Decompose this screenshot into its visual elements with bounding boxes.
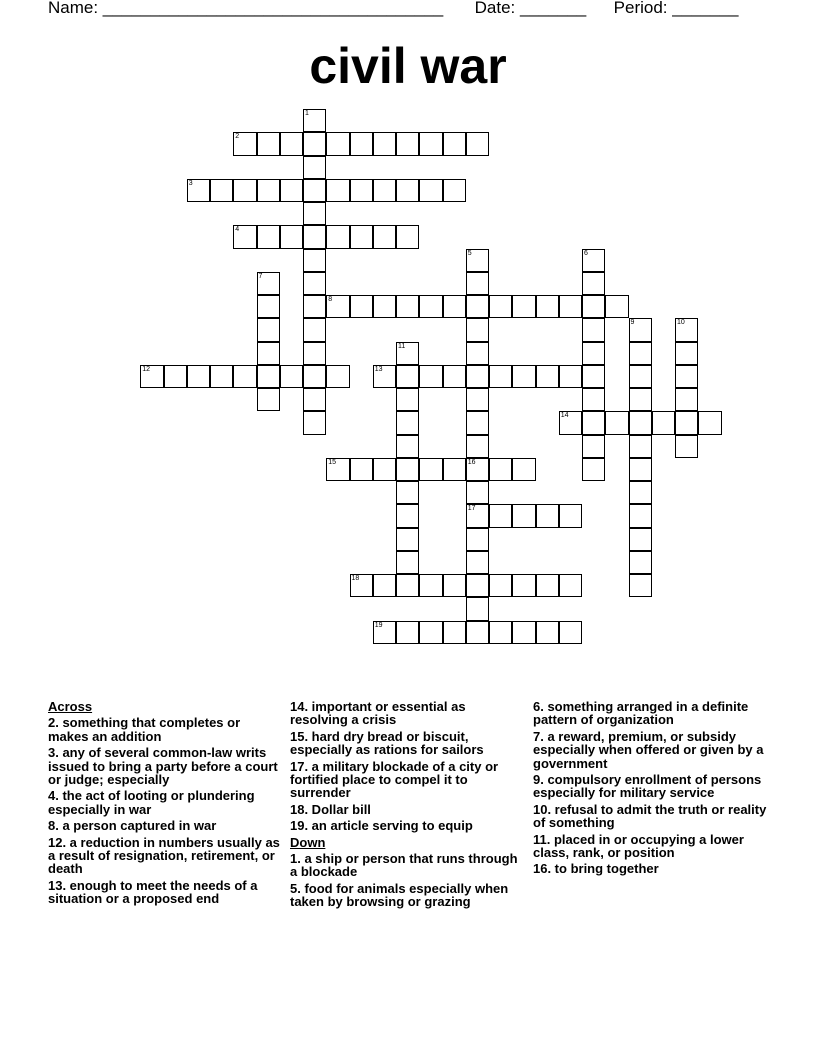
- grid-cell[interactable]: [582, 249, 605, 272]
- grid-cell[interactable]: [536, 504, 559, 527]
- grid-cell[interactable]: [303, 295, 326, 318]
- grid-cell[interactable]: [443, 132, 466, 155]
- grid-cell[interactable]: [419, 574, 442, 597]
- down-clue: 7. a reward, premium, or subsidy especially when offered or given by a government: [533, 728, 764, 771]
- grid-cell[interactable]: [303, 365, 326, 388]
- across-clue: 4. the act of looting or plundering especially in war: [48, 788, 255, 817]
- grid-cell[interactable]: [326, 132, 349, 155]
- grid-cell[interactable]: [443, 365, 466, 388]
- grid-cell[interactable]: [559, 574, 582, 597]
- grid-cell[interactable]: [350, 295, 373, 318]
- grid-cell[interactable]: [187, 365, 210, 388]
- grid-cell[interactable]: [466, 504, 489, 527]
- grid-cell[interactable]: [629, 365, 652, 388]
- grid-cell[interactable]: [605, 411, 628, 434]
- grid-cell[interactable]: [629, 318, 652, 341]
- grid-cell[interactable]: [443, 574, 466, 597]
- across-clue: 15. hard dry bread or biscuit, especially as rations for sailors: [290, 728, 484, 758]
- grid-cell[interactable]: [419, 458, 442, 481]
- grid-cell[interactable]: [303, 342, 326, 365]
- grid-cell[interactable]: [489, 621, 512, 644]
- grid-cell[interactable]: [536, 295, 559, 318]
- grid-cell[interactable]: [303, 249, 326, 272]
- clue-number: 17: [467, 505, 476, 513]
- grid-cell[interactable]: [629, 435, 652, 458]
- grid-cell[interactable]: [396, 435, 419, 458]
- clue-number: 16: [467, 458, 476, 466]
- grid-cell[interactable]: [629, 458, 652, 481]
- grid-cell[interactable]: [536, 621, 559, 644]
- grid-cell[interactable]: [303, 388, 326, 411]
- grid-cell[interactable]: [582, 318, 605, 341]
- down-clue: 9. compulsory enrollment of persons especially for military service: [533, 772, 762, 801]
- clue-number: 11: [398, 342, 406, 350]
- down-clue: 5. food for animals especially when taken by browsing or grazing: [290, 880, 509, 910]
- across-clue: 18. Dollar bill: [290, 801, 371, 817]
- grid-cell[interactable]: [466, 342, 489, 365]
- grid-cell[interactable]: [257, 365, 280, 388]
- grid-cell[interactable]: [210, 365, 233, 388]
- grid-cell[interactable]: [512, 504, 535, 527]
- grid-cell[interactable]: [559, 295, 582, 318]
- grid-cell[interactable]: [629, 504, 652, 527]
- grid-cell[interactable]: [629, 551, 652, 574]
- grid-cell[interactable]: [350, 225, 373, 248]
- down-clue: 1. a ship or person that runs through a blockade: [290, 851, 518, 880]
- grid-cell[interactable]: [233, 132, 256, 155]
- grid-cell[interactable]: [257, 272, 280, 295]
- grid-cell[interactable]: [466, 528, 489, 551]
- clue-number: 15: [328, 458, 337, 466]
- grid-cell[interactable]: [303, 179, 326, 202]
- clue-number: 8: [328, 296, 333, 303]
- grid-cell[interactable]: [559, 621, 582, 644]
- grid-cell[interactable]: [419, 295, 442, 318]
- grid-cell[interactable]: [257, 225, 280, 248]
- grid-cell[interactable]: [233, 365, 256, 388]
- across-clue: 13. enough to meet the needs of a situation or a proposed end: [48, 877, 258, 907]
- grid-cell[interactable]: [675, 388, 698, 411]
- grid-cell[interactable]: [326, 225, 349, 248]
- grid-cell[interactable]: [582, 365, 605, 388]
- grid-cell[interactable]: [582, 435, 605, 458]
- grid-cell[interactable]: [629, 574, 652, 597]
- grid-cell[interactable]: [396, 179, 419, 202]
- grid-cell[interactable]: [326, 295, 349, 318]
- grid-cell[interactable]: [466, 365, 489, 388]
- grid-cell[interactable]: [559, 504, 582, 527]
- across-clue: 19. an article serving to equip: [290, 818, 473, 834]
- grid-cell[interactable]: [140, 365, 163, 388]
- grid-cell[interactable]: [396, 132, 419, 155]
- grid-cell[interactable]: [466, 388, 489, 411]
- grid-cell[interactable]: [582, 295, 605, 318]
- grid-cell[interactable]: [280, 179, 303, 202]
- clue-number: 12: [142, 365, 151, 373]
- down-clue-list: [290, 852, 522, 909]
- grid-cell[interactable]: [396, 551, 419, 574]
- grid-cell[interactable]: [419, 365, 442, 388]
- grid-cell[interactable]: [326, 179, 349, 202]
- grid-cell[interactable]: [164, 365, 187, 388]
- clues-column-2: [290, 700, 522, 912]
- grid-cell[interactable]: [629, 342, 652, 365]
- grid-cell[interactable]: [675, 365, 698, 388]
- clue-number: 10: [677, 319, 685, 327]
- down-heading: Down: [290, 834, 326, 850]
- grid-cell[interactable]: [466, 132, 489, 155]
- period-field[interactable]: Period: _______: [613, 0, 739, 17]
- across-clue: 8. a person captured in war: [48, 818, 217, 834]
- grid-cell[interactable]: [512, 365, 535, 388]
- grid-cell[interactable]: [536, 574, 559, 597]
- grid-cell[interactable]: [373, 621, 396, 644]
- clue-number: 18: [351, 575, 360, 582]
- grid-cell[interactable]: [303, 225, 326, 248]
- grid-cell[interactable]: [489, 365, 512, 388]
- down-clue-list-continued: [533, 700, 773, 876]
- puzzle-title: civil war: [309, 38, 507, 94]
- across-heading: Across: [48, 699, 93, 714]
- grid-cell[interactable]: [396, 225, 419, 248]
- grid-cell[interactable]: [350, 179, 373, 202]
- down-clue: 11. placed in or occupying a lower class, rank, or position: [533, 831, 744, 861]
- grid-cell[interactable]: [303, 109, 326, 132]
- clue-number: 14: [560, 412, 569, 420]
- down-clue: 6. something arranged in a definite pattern of organization: [533, 699, 749, 728]
- grid-cell[interactable]: [303, 411, 326, 434]
- grid-cell[interactable]: [396, 342, 419, 365]
- grid-cell[interactable]: [373, 574, 396, 597]
- grid-cell[interactable]: [675, 342, 698, 365]
- clue-number: 3: [188, 179, 193, 187]
- grid-cell[interactable]: [280, 225, 303, 248]
- grid-cell[interactable]: [373, 179, 396, 202]
- grid-cell[interactable]: [605, 295, 628, 318]
- clue-number: 2: [235, 133, 240, 141]
- grid-cell[interactable]: [629, 528, 652, 551]
- grid-cell[interactable]: [257, 388, 280, 411]
- name-field[interactable]: Name: ____________________________________: [48, 0, 444, 17]
- grid-cell[interactable]: [396, 295, 419, 318]
- clues-column-1: [48, 700, 283, 909]
- grid-cell[interactable]: [419, 132, 442, 155]
- grid-cell[interactable]: [396, 411, 419, 434]
- grid-cell[interactable]: [512, 574, 535, 597]
- grid-cell[interactable]: [536, 365, 559, 388]
- grid-cell[interactable]: [512, 621, 535, 644]
- clues-column-3: [533, 700, 773, 879]
- grid-cell[interactable]: [350, 132, 373, 155]
- grid-cell[interactable]: [466, 272, 489, 295]
- grid-cell[interactable]: [373, 458, 396, 481]
- grid-cell[interactable]: [396, 388, 419, 411]
- grid-cell[interactable]: [466, 481, 489, 504]
- grid-cell[interactable]: [257, 318, 280, 341]
- grid-cell[interactable]: [350, 458, 373, 481]
- across-clue: 17. a military blockade of a city or fortified place to compel it to surrender: [290, 758, 499, 801]
- grid-cell[interactable]: [303, 132, 326, 155]
- grid-cell[interactable]: [280, 365, 303, 388]
- down-clue: 16. to bring together: [533, 861, 659, 877]
- grid-cell[interactable]: [559, 365, 582, 388]
- grid-cell[interactable]: [652, 411, 675, 434]
- grid-cell[interactable]: [396, 481, 419, 504]
- grid-cell[interactable]: [419, 621, 442, 644]
- grid-cell[interactable]: [187, 179, 210, 202]
- across-clue: 12. a reduction in numbers usually as a result of resignation, retirement, or death: [48, 834, 280, 877]
- grid-cell[interactable]: [512, 458, 535, 481]
- grid-cell[interactable]: [489, 458, 512, 481]
- across-clue: 2. something that completes or makes an addition: [48, 715, 241, 744]
- grid-cell[interactable]: [233, 225, 256, 248]
- grid-cell[interactable]: [373, 225, 396, 248]
- grid-cell[interactable]: [466, 458, 489, 481]
- grid-cell[interactable]: [326, 458, 349, 481]
- grid-cell[interactable]: [466, 318, 489, 341]
- clue-number: 9: [630, 319, 635, 327]
- grid-cell[interactable]: [303, 156, 326, 179]
- grid-cell[interactable]: [466, 574, 489, 597]
- grid-cell[interactable]: [559, 411, 582, 434]
- grid-cell[interactable]: [629, 388, 652, 411]
- grid-cell[interactable]: [489, 574, 512, 597]
- clue-number: 7: [258, 272, 263, 280]
- grid-cell[interactable]: [466, 597, 489, 620]
- across-clue-list-continued: [290, 700, 522, 833]
- grid-cell[interactable]: [489, 504, 512, 527]
- grid-cell[interactable]: [512, 295, 535, 318]
- grid-cell[interactable]: [443, 295, 466, 318]
- grid-cell[interactable]: [257, 179, 280, 202]
- grid-cell[interactable]: [582, 458, 605, 481]
- grid-cell[interactable]: [629, 481, 652, 504]
- grid-cell[interactable]: [466, 249, 489, 272]
- grid-cell[interactable]: [396, 528, 419, 551]
- grid-cell[interactable]: [466, 411, 489, 434]
- grid-cell[interactable]: [675, 318, 698, 341]
- grid-cell[interactable]: [257, 342, 280, 365]
- grid-cell[interactable]: [443, 621, 466, 644]
- across-clue: 3. any of several common-law writs issued to bring a party before a court or judge; especially: [48, 745, 278, 788]
- grid-cell[interactable]: [396, 621, 419, 644]
- grid-cell[interactable]: [466, 435, 489, 458]
- grid-cell[interactable]: [257, 132, 280, 155]
- clue-number: 19: [374, 621, 383, 629]
- grid-cell[interactable]: [419, 179, 442, 202]
- grid-cell[interactable]: [675, 435, 698, 458]
- grid-cell[interactable]: [326, 365, 349, 388]
- clue-number: 13: [374, 365, 383, 373]
- grid-cell[interactable]: [466, 621, 489, 644]
- grid-cell[interactable]: [257, 295, 280, 318]
- clue-number: 6: [584, 249, 588, 257]
- grid-cell[interactable]: [396, 504, 419, 527]
- grid-cell[interactable]: [396, 365, 419, 388]
- grid-cell[interactable]: [280, 132, 303, 155]
- grid-cell[interactable]: [582, 272, 605, 295]
- across-clue-list: [48, 716, 283, 905]
- grid-cell[interactable]: [582, 411, 605, 434]
- grid-cell[interactable]: [466, 295, 489, 318]
- grid-cell[interactable]: [350, 574, 373, 597]
- grid-cell[interactable]: [396, 574, 419, 597]
- down-clue: 10. refusal to admit the truth or reality of something: [533, 801, 767, 831]
- grid-cell[interactable]: [373, 132, 396, 155]
- grid-cell[interactable]: [373, 295, 396, 318]
- clue-number: 1: [305, 110, 309, 117]
- grid-cell[interactable]: [629, 411, 652, 434]
- grid-cell[interactable]: [233, 179, 256, 202]
- across-clue: 14. important or essential as resolving a crisis: [290, 699, 466, 728]
- date-field[interactable]: Date: _______: [474, 0, 587, 17]
- grid-cell[interactable]: [303, 202, 326, 225]
- grid-cell[interactable]: [303, 318, 326, 341]
- grid-cell[interactable]: [675, 411, 698, 434]
- grid-cell[interactable]: [582, 342, 605, 365]
- clue-number: 4: [235, 226, 240, 234]
- grid-cell[interactable]: [210, 179, 233, 202]
- grid-cell[interactable]: [698, 411, 721, 434]
- grid-cell[interactable]: [303, 272, 326, 295]
- grid-cell[interactable]: [443, 179, 466, 202]
- grid-cell[interactable]: [466, 551, 489, 574]
- grid-cell[interactable]: [443, 458, 466, 481]
- clue-number: 5: [467, 249, 472, 257]
- grid-cell[interactable]: [396, 458, 419, 481]
- grid-cell[interactable]: [489, 295, 512, 318]
- grid-cell[interactable]: [373, 365, 396, 388]
- grid-cell[interactable]: [582, 388, 605, 411]
